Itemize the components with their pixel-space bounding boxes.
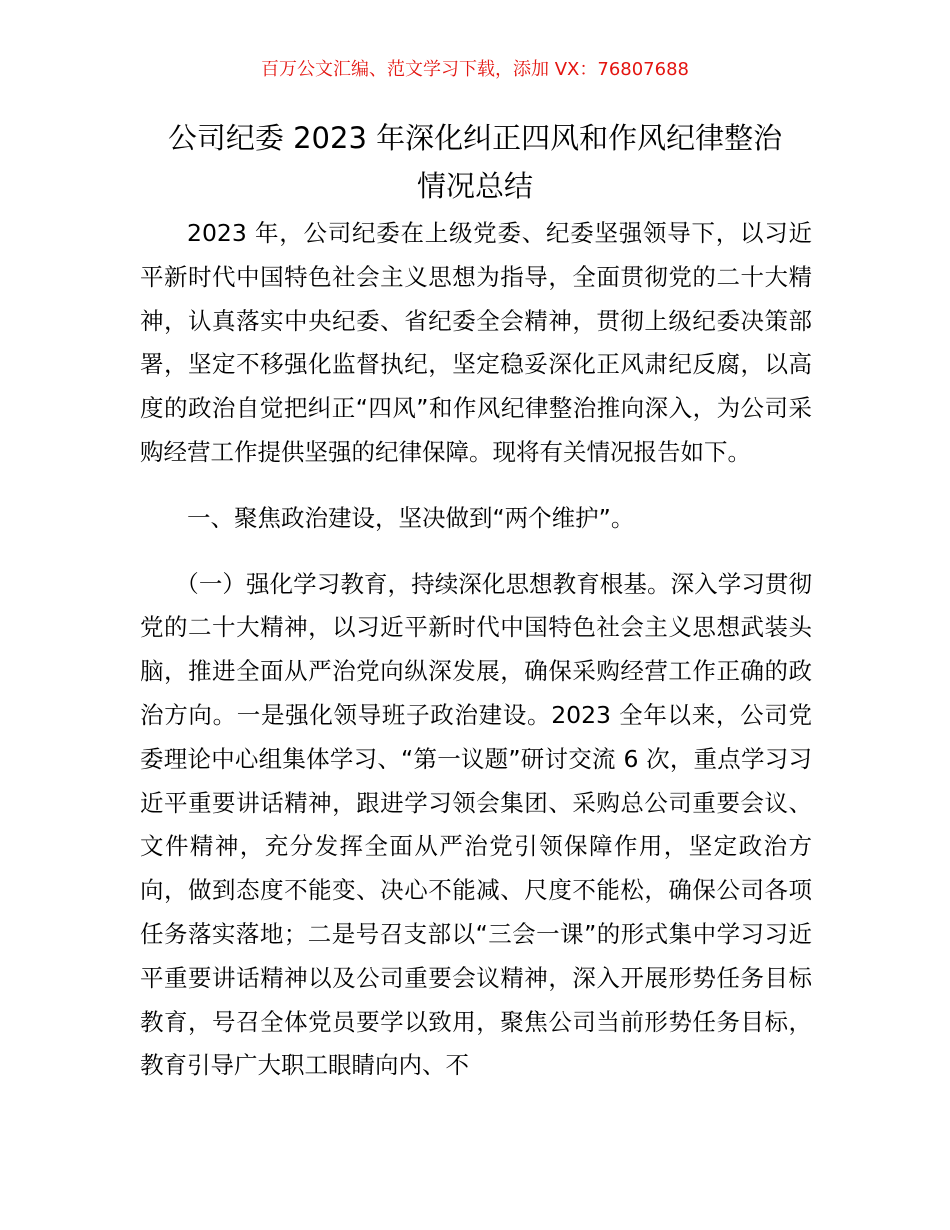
title-line-1: 公司纪委 2023 年深化纠正四风和作风纪律整治: [167, 121, 783, 155]
document-title: [120, 114, 830, 210]
section-paragraph-1: （一）强化学习教育，持续深化思想教育根基。深入学习贯彻党的二十大精神，以习近平新时代中国特色社会主义思想武装头脑，推进全面从严治党向纵深发展，确保采购经营工作正确的政治方向。一是强化领导班子政治建设。2023 全年以来，公司党委理论中心组集体学习、“第一议题”研讨交流 6 次，重点学习习近平重要讲话精神，跟进学习领会集团、采购总公司重要会议、文件精神，充分发挥全面从严治党引领保障作用，坚定政治方向，做到态度不能变、决心不能减、尺度不能松，确保公司各项任务落实落地；二是号召支部以“三会一课”的形式集中学习习近平重要讲话精神以及公司重要会议精神，深入开展形势任务目标教育，号召全体党员要学以致用，聚焦公司当前形势任务目标，教育引导广大职工眼睛向内、不: [140, 569, 812, 1080]
section-heading-1: 一、聚焦政治建设，坚决做到“两个维护”。: [187, 503, 635, 532]
watermark-text: 百万公文汇编、范文学习下载，添加 VX：76807688: [261, 59, 689, 80]
intro-paragraph: 2023 年，公司纪委在上级党委、纪委坚强领导下，以习近平新时代中国特色社会主义思想为指导，全面贯彻党的二十大精神，认真落实中央纪委、省纪委全会精神，贯彻上级纪委决策部署，坚定不移强化监督执纪，坚定稳妥深化正风肃纪反腐，以高度的政治自觉把纠正“四风”和作风纪律整治推向深入，为公司采购经营工作提供坚强的纪律保障。现将有关情况报告如下。: [140, 219, 812, 466]
document-body: [140, 212, 812, 1088]
title-line-2: 情况总结: [416, 169, 533, 203]
